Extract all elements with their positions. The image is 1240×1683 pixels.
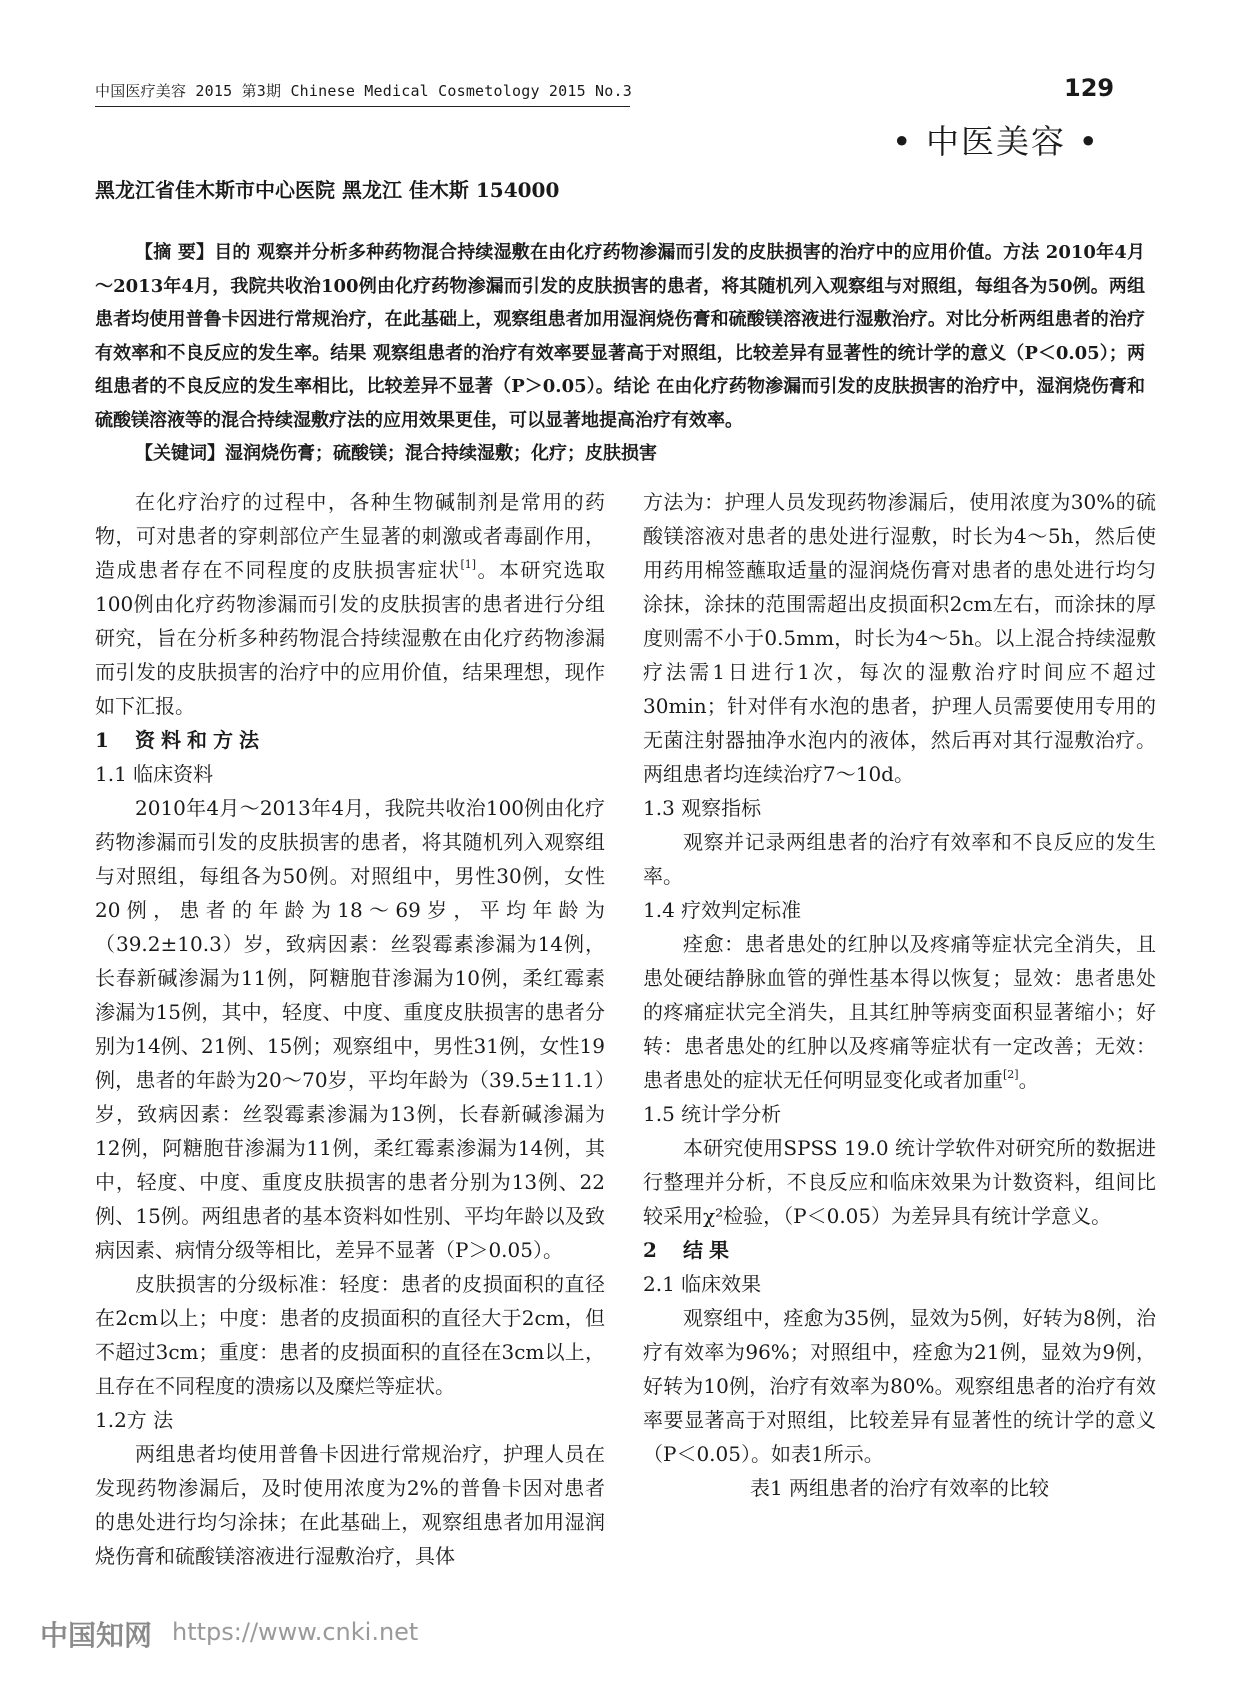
section-tag: • 中医美容 • bbox=[892, 122, 1100, 161]
paragraph-1-2: 两组患者均使用普鲁卡因进行常规治疗，护理人员在发现药物渗漏后，及时使用浓度为2%的普鲁卡因对患者的患处进行均匀涂抹；在此基础上，观察组患者加用湿润烧伤膏和硫酸镁溶液进行湿敷治疗，具体 bbox=[95, 1442, 605, 1568]
cnki-watermark-logo: 中国知网 bbox=[40, 1619, 153, 1652]
abstract bbox=[95, 236, 1145, 471]
subsection-2-1: 2.1 临床效果 bbox=[643, 1272, 762, 1296]
paragraph-2-1: 观察组中，痊愈为35例，显效为5例，好转为8例，治疗有效率为96%；对照组中，痊愈为21例，显效为9例，好转为10例，治疗有效率为80%。观察组患者的治疗有效率要显著高于对照组，比较差异有显著性的统计学的意义（P＜0.05）。如表1所示。 bbox=[643, 1306, 1156, 1466]
citation-2: [2] bbox=[1003, 1068, 1019, 1081]
right-column bbox=[643, 485, 1156, 1505]
header-rule bbox=[95, 106, 630, 107]
paragraph-1-3: 观察并记录两组患者的治疗有效率和不良反应的发生率。 bbox=[643, 830, 1156, 888]
subsection-1-3: 1.3 观察指标 bbox=[643, 796, 762, 820]
table-caption: 表1 两组患者的治疗有效率的比较 bbox=[749, 1476, 1050, 1500]
subsection-1-5: 1.5 统计学分析 bbox=[643, 1102, 782, 1126]
abstract-label: 【摘 要】 bbox=[135, 242, 215, 263]
abstract-paragraph bbox=[95, 236, 1145, 437]
section-heading-1: 1 资料和方法 bbox=[95, 728, 265, 752]
subsection-1-4: 1.4 疗效判定标准 bbox=[643, 898, 802, 922]
cnki-watermark-url: https://www.cnki.net bbox=[172, 1618, 419, 1646]
paragraph-1-5: 本研究使用SPSS 19.0 统计学软件对研究所的数据进行整理并分析，不良反应和临床效果为计数资料，组间比较采用χ²检验，（P＜0.05）为差异具有统计学意义。 bbox=[643, 1136, 1156, 1228]
intro-paragraph: 在化疗治疗的过程中，各种生物碱制剂是常用的药物，可对患者的穿刺部位产生显著的刺激或者毒副作用，造成患者存在不同程度的皮肤损害症状[1]。本研究选取100例由化疗药物渗漏而引发的皮肤损害的患者进行分组研究，旨在分析多种药物混合持续湿敷在由化疗药物渗漏而引发的皮肤损害的治疗中的应用价值，结果理想，现作如下汇报。 bbox=[95, 490, 606, 718]
subsection-1-2: 1.2方 法 bbox=[95, 1408, 174, 1432]
affiliation: 黑龙江省佳木斯市中心医院 黑龙江 佳木斯 154000 bbox=[95, 178, 560, 202]
page-number: 129 bbox=[1064, 74, 1115, 102]
abstract-text: 目的 观察并分析多种药物混合持续湿敷在由化疗药物渗漏而引发的皮肤损害的治疗中的应用价值。方法 2010年4月～2013年4月，我院共收治100例由化疗药物渗漏而引发的皮肤损害的患者，将其随机列入观察组与对照组，每组各为50例。两组患者均使用普鲁卡因进行常规治疗，在此基础上，观察组患者加用湿润烧伤膏和硫酸镁溶液进行湿敷治疗。对比分析两组患者的治疗有效率和不良反应的发生率。结果 观察组患者的治疗有效率要显著高于对照组，比较差异有显著性的统计学的意义（P＜0.05）；两组患者的不良反应的发生率相比，比较差异不显著（P＞0.05）。结论 在由化疗药物渗漏而引发的皮肤损害的治疗中，湿润烧伤膏和硫酸镁溶液等的混合持续湿敷疗法的应用效果更佳，可以显著地提高治疗有效率。 bbox=[95, 242, 1145, 431]
paragraph-1-1: 2010年4月～2013年4月，我院共收治100例由化疗药物渗漏而引发的皮肤损害的患者，将其随机列入观察组与对照组，每组各为50例。对照组中，男性30例，女性20例，患者的年龄为18～69岁，平均年龄为（39.2±10.3）岁，致病因素：丝裂霉素渗漏为14例，长春新碱渗漏为11例，阿糖胞苷渗漏为10例，柔红霉素渗漏为15例，其中，轻度、中度、重度皮肤损害的患者分别为14例、21例、15例；观察组中，男性31例，女性19例，患者的年龄为20～70岁，平均年龄为（39.5±11.1）岁，致病因素：丝裂霉素渗漏为13例，长春新碱渗漏为12例，阿糖胞苷渗漏为11例，柔红霉素渗漏为14例，其中，轻度、中度、重度皮肤损害的患者分别为13例、22例、15例。两组患者的基本资料如性别、平均年龄以及致病因素、病情分级等相比，差异不显著（P＞0.05）。 bbox=[95, 796, 605, 1262]
paragraph-grading: 皮肤损害的分级标准：轻度：患者的皮损面积的直径在2cm以上；中度：患者的皮损面积的直径大于2cm，但不超过3cm；重度：患者的皮损面积的直径在3cm以上，且存在不同程度的溃疡以及糜烂等症状。 bbox=[95, 1272, 605, 1398]
paragraph-1-4: 痊愈：患者患处的红肿以及疼痛等症状完全消失，且患处硬结静脉血管的弹性基本得以恢复；显效：患者患处的疼痛症状完全消失，且其红肿等病变面积显著缩小；好转：患者患处的红肿以及疼痛等症状有一定改善；无效：患者患处的症状无任何明显变化或者加重[2]。 bbox=[643, 932, 1156, 1092]
left-column bbox=[95, 485, 605, 1573]
paragraph-1-2-cont: 方法为：护理人员发现药物渗漏后，使用浓度为30%的硫酸镁溶液对患者的患处进行湿敷，时长为4～5h，然后使用药用棉签蘸取适量的湿润烧伤膏对患者的患处进行均匀涂抹，涂抹的范围需超出皮损面积2cm左右，而涂抹的厚度则需不小于0.5mm，时长为4～5h。以上混合持续湿敷疗法需1日进行1次，每次的湿敷治疗时间应不超过30min；针对伴有水泡的患者，护理人员需要使用专用的无菌注射器抽净水泡内的液体，然后再对其行湿敷治疗。两组患者均连续治疗7～10d。 bbox=[643, 490, 1156, 786]
keywords-text: 湿润烧伤膏；硫酸镁；混合持续湿敷；化疗；皮肤损害 bbox=[225, 443, 657, 464]
keywords bbox=[95, 437, 1145, 471]
subsection-1-1: 1.1 临床资料 bbox=[95, 762, 214, 786]
section-heading-2: 2 结果 bbox=[643, 1238, 735, 1262]
keywords-label: 【关键词】 bbox=[135, 443, 225, 464]
citation-1: [1] bbox=[460, 558, 477, 571]
running-header: 中国医疗美容 2015 第3期 Chinese Medical Cosmetology 2015 No.3 bbox=[95, 82, 632, 100]
